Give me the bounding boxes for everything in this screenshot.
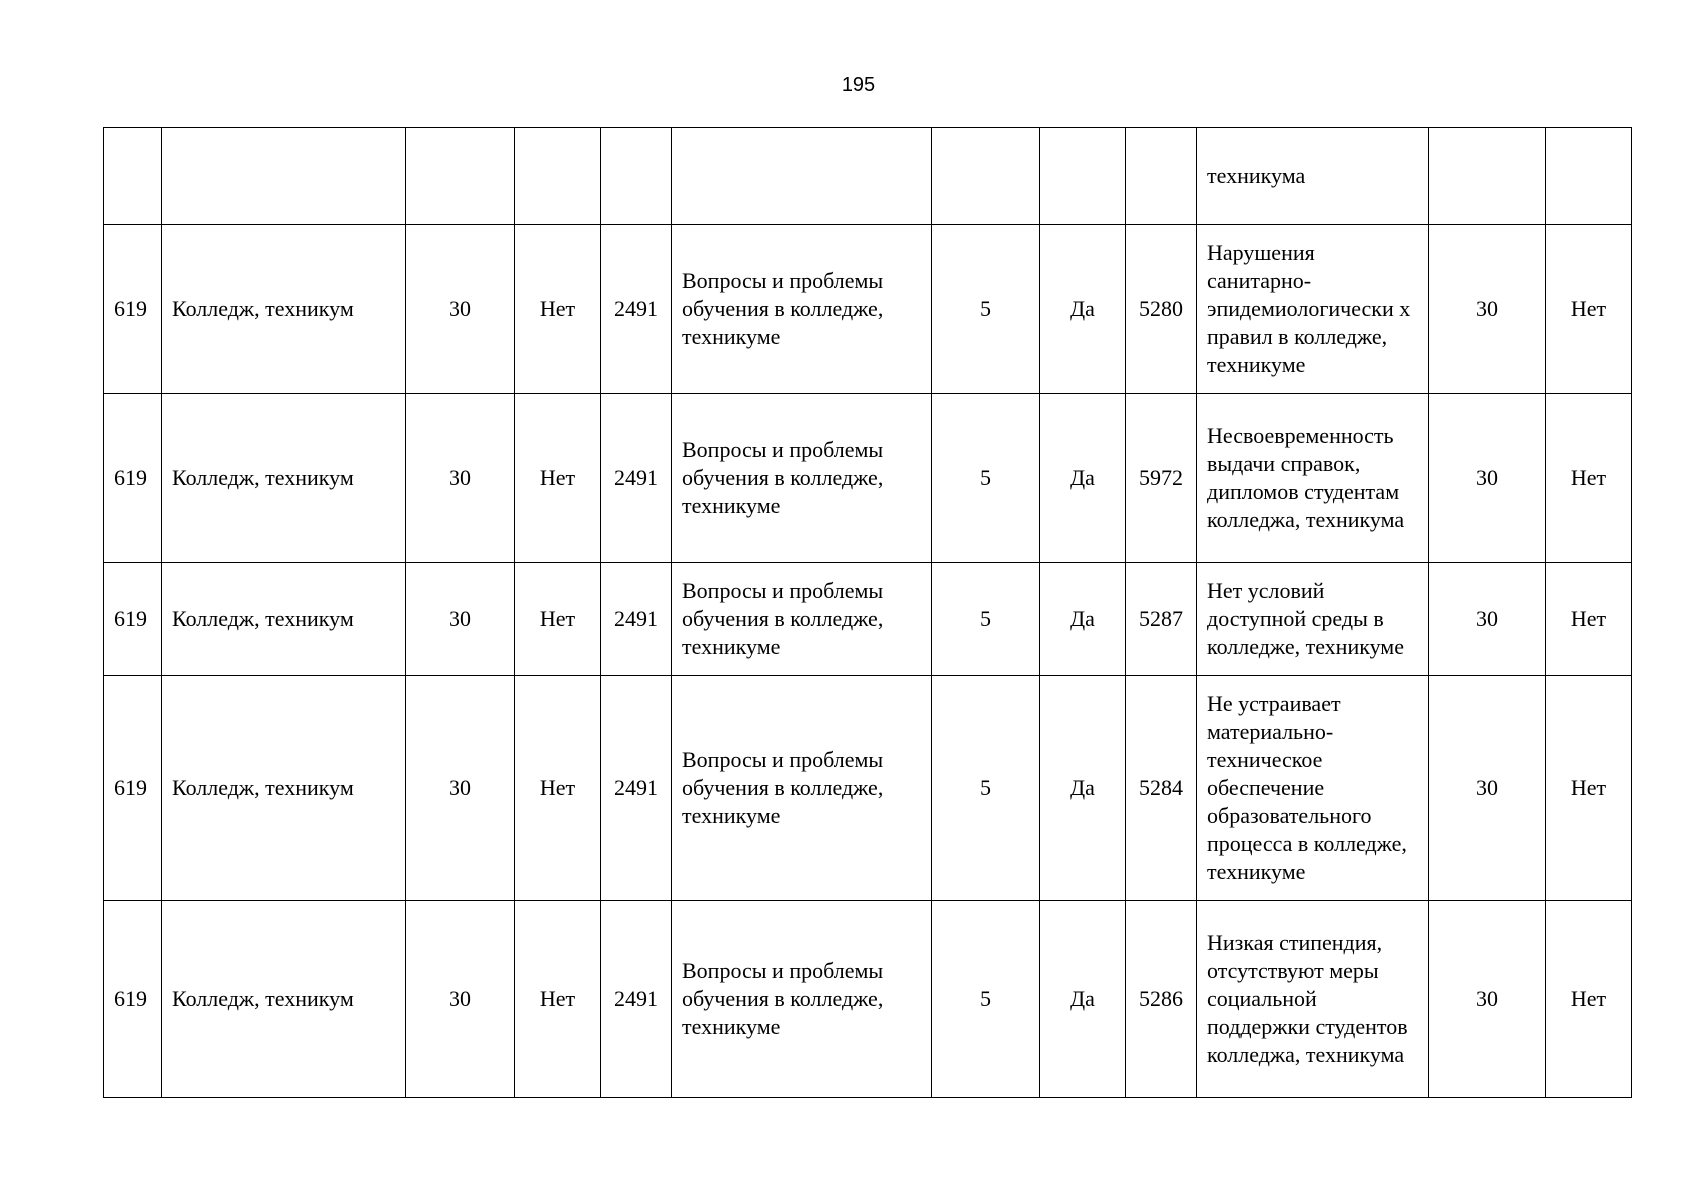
days-cell: 30 xyxy=(1429,901,1546,1098)
table-row xyxy=(104,394,1632,563)
table-cell xyxy=(162,128,406,225)
table-row-continuation xyxy=(104,128,1632,225)
flag-cell: Да xyxy=(1040,563,1126,676)
table-row xyxy=(104,225,1632,394)
id-cell: 619 xyxy=(104,901,162,1098)
issue-cell: техникума xyxy=(1197,128,1429,225)
data-table xyxy=(103,127,1632,1098)
code-cell: 2491 xyxy=(601,563,672,676)
issue-cell: Низкая стипендия, отсутствуют меры социальной поддержки студентов колледжа, техникума xyxy=(1197,901,1429,1098)
days-cell: 5 xyxy=(932,563,1040,676)
flag-cell: Нет xyxy=(515,394,601,563)
table-cell xyxy=(672,128,932,225)
issue-cell: Несвоевременность выдачи справок, дипломов студентам колледжа, техникума xyxy=(1197,394,1429,563)
id-cell: 619 xyxy=(104,225,162,394)
flag-cell: Нет xyxy=(515,676,601,901)
code-cell: 2491 xyxy=(601,394,672,563)
days-cell: 5 xyxy=(932,225,1040,394)
type-cell: Колледж, техникум xyxy=(162,225,406,394)
issue-cell: Нет условий доступной среды в колледже, техникуме xyxy=(1197,563,1429,676)
flag-cell: Да xyxy=(1040,394,1126,563)
id-cell: 619 xyxy=(104,676,162,901)
days-cell: 30 xyxy=(1429,225,1546,394)
table-cell xyxy=(406,128,515,225)
table-cell xyxy=(515,128,601,225)
type-cell: Колледж, техникум xyxy=(162,394,406,563)
flag-cell: Да xyxy=(1040,225,1126,394)
days-cell: 30 xyxy=(1429,676,1546,901)
id-cell: 619 xyxy=(104,394,162,563)
days-cell: 5 xyxy=(932,901,1040,1098)
table-row xyxy=(104,901,1632,1098)
topic-cell: Вопросы и проблемы обучения в колледже, техникуме xyxy=(672,394,932,563)
page-number: 195 xyxy=(841,74,876,96)
table-row xyxy=(104,563,1632,676)
days-cell: 5 xyxy=(932,676,1040,901)
topic-cell: Вопросы и проблемы обучения в колледже, техникуме xyxy=(672,901,932,1098)
flag-cell: Нет xyxy=(1546,676,1632,901)
flag-cell: Нет xyxy=(1546,394,1632,563)
table-cell xyxy=(1126,128,1197,225)
code-cell: 5287 xyxy=(1126,563,1197,676)
type-cell: Колледж, техникум xyxy=(162,676,406,901)
table-cell xyxy=(104,128,162,225)
flag-cell: Да xyxy=(1040,901,1126,1098)
table-cell xyxy=(601,128,672,225)
topic-cell: Вопросы и проблемы обучения в колледже, техникуме xyxy=(672,563,932,676)
days-cell: 5 xyxy=(932,394,1040,563)
flag-cell: Нет xyxy=(515,901,601,1098)
flag-cell: Нет xyxy=(1546,225,1632,394)
flag-cell: Нет xyxy=(515,225,601,394)
table-cell xyxy=(1546,128,1632,225)
days-cell: 30 xyxy=(1429,563,1546,676)
topic-cell: Вопросы и проблемы обучения в колледже, техникуме xyxy=(672,676,932,901)
table-cell xyxy=(932,128,1040,225)
flag-cell: Нет xyxy=(515,563,601,676)
code-cell: 5972 xyxy=(1126,394,1197,563)
topic-cell: Вопросы и проблемы обучения в колледже, техникуме xyxy=(672,225,932,394)
code-cell: 5284 xyxy=(1126,676,1197,901)
days-cell: 30 xyxy=(406,901,515,1098)
issue-cell: Не устраивает материально-техническое обеспечение образовательного процесса в колледже, техникуме xyxy=(1197,676,1429,901)
id-cell: 619 xyxy=(104,563,162,676)
days-cell: 30 xyxy=(406,676,515,901)
code-cell: 2491 xyxy=(601,901,672,1098)
table-row xyxy=(104,676,1632,901)
flag-cell: Да xyxy=(1040,676,1126,901)
table-cell xyxy=(1040,128,1126,225)
code-cell: 2491 xyxy=(601,676,672,901)
table-cell xyxy=(1429,128,1546,225)
code-cell: 5280 xyxy=(1126,225,1197,394)
days-cell: 30 xyxy=(406,394,515,563)
flag-cell: Нет xyxy=(1546,563,1632,676)
days-cell: 30 xyxy=(406,563,515,676)
type-cell: Колледж, техникум xyxy=(162,563,406,676)
code-cell: 2491 xyxy=(601,225,672,394)
type-cell: Колледж, техникум xyxy=(162,901,406,1098)
flag-cell: Нет xyxy=(1546,901,1632,1098)
issue-cell: Нарушения санитарно-эпидемиологически х правил в колледже, техникуме xyxy=(1197,225,1429,394)
days-cell: 30 xyxy=(406,225,515,394)
code-cell: 5286 xyxy=(1126,901,1197,1098)
days-cell: 30 xyxy=(1429,394,1546,563)
